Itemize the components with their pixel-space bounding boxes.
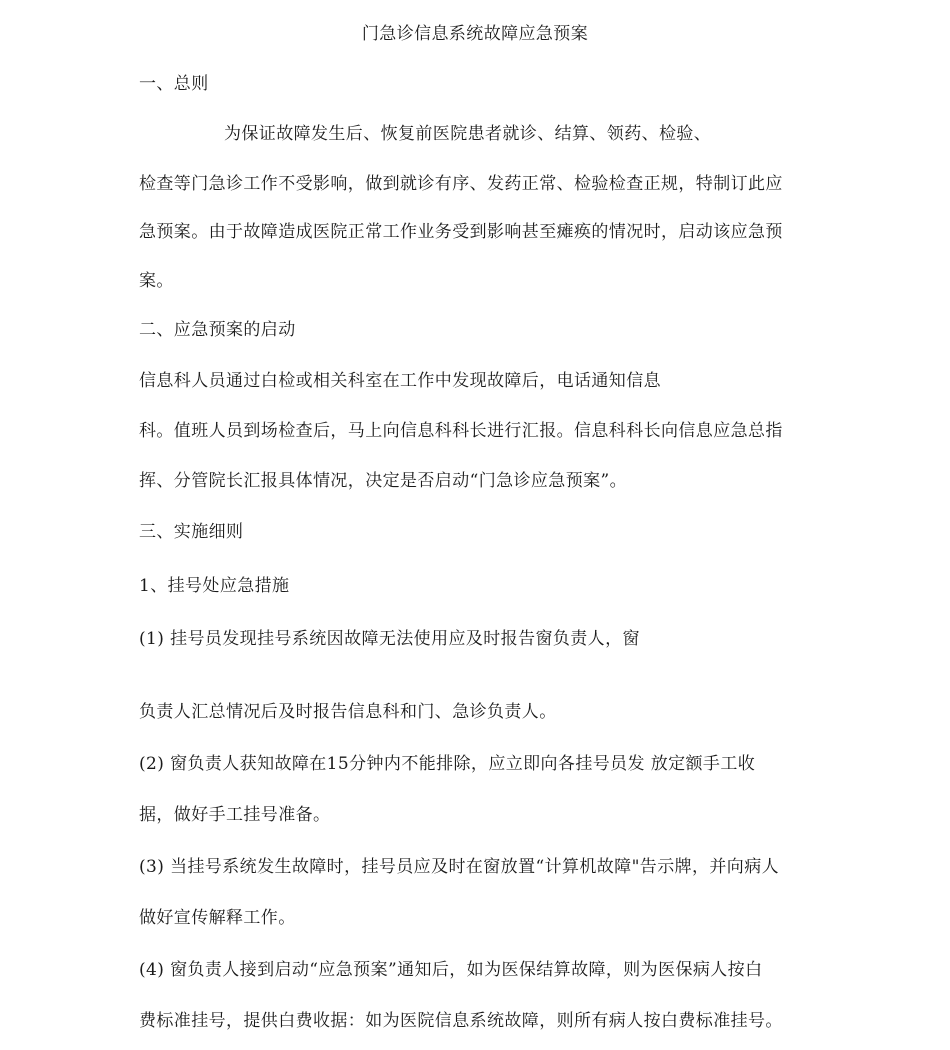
paragraph-line: 挥、分管院长汇报具体情况，决定是否启动“门急诊应急预案”。 [139,471,627,491]
subsection-heading-registration: 1、挂号处应急措施 [139,576,290,596]
paragraph-line: 为保证故障发生后、恢复前医院患者就诊、结算、领药、检验、 [224,124,712,144]
paragraph-line: 急预案。由于故障造成医院正常工作业务受到影响甚至瘫痪的情况时，启动该应急预 [139,222,783,242]
section-heading-details: 三、实施细则 [139,522,244,542]
list-item-line: 负责人汇总情况后及时报告信息科和门、急诊负责人。 [139,702,557,722]
section-heading-general: 一、总则 [139,74,209,94]
list-item-line: 费标准挂号，提供白费收据：如为医院信息系统故障，则所有病人按白费标准挂号。 [139,1011,783,1031]
list-item-line: (4) 窗负责人接到启动“应急预案”通知后，如为医保结算故障，则为医保病人按白 [139,960,763,980]
list-item-line: (1) 挂号员发现挂号系统因故障无法使用应及时报告窗负责人，窗 [139,629,640,649]
paragraph-line: 案。 [139,271,174,291]
list-item-line: 做好宣传解释工作。 [139,908,296,928]
paragraph-line: 检查等门急诊工作不受影响，做到就诊有序、发药正常、检验检查正规，特制订此应 [139,174,783,194]
document-title: 门急诊信息系统故障应急预案 [361,24,589,44]
paragraph-line: 信息科人员通过白检或相关科室在工作中发现故障后，电话通知信息 [139,371,661,391]
section-heading-activation: 二、应急预案的启动 [139,320,296,340]
list-item-line: (2) 窗负责人获知故障在15分钟内不能排除，应立即向各挂号员发 放定额手工收 [139,754,756,774]
paragraph-line: 科。值班人员到场检查后，马上向信息科科长进行汇报。信息科科长向信息应急总指 [139,421,783,441]
list-item-line: (3) 当挂号系统发生故障时，挂号员应及时在窗放置“计算机故障"告示牌，并向病人 [139,857,779,877]
list-item-line: 据，做好手工挂号准备。 [139,805,331,825]
